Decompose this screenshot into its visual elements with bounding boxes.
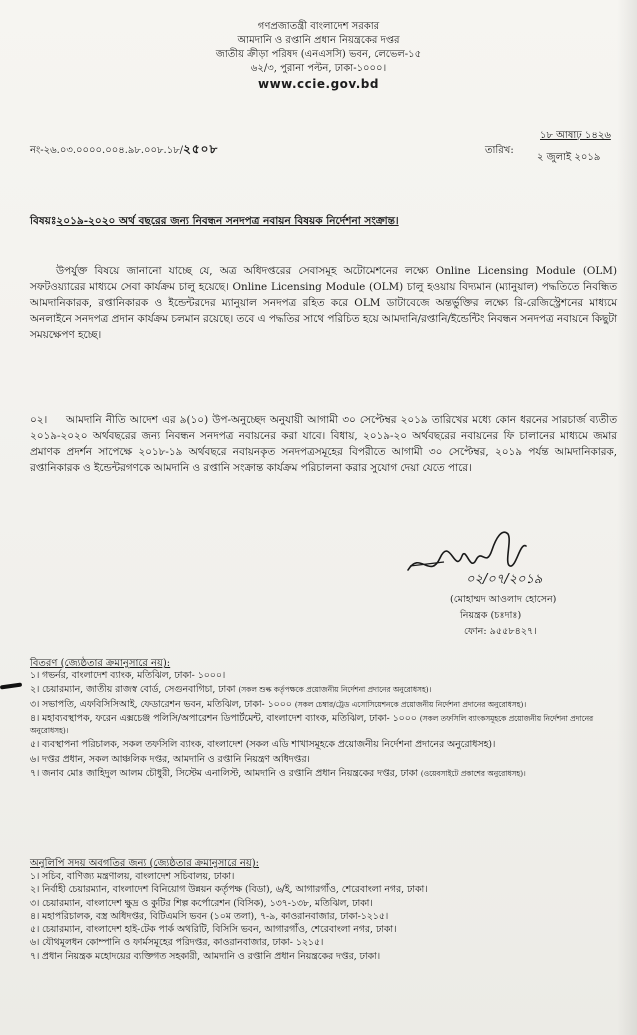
subject-label: বিষয়ঃ xyxy=(30,215,57,227)
subject-text: ২০১৯-২০২০ অর্থ বছরের জন্য নিবন্ধন সনদপত্র নবায়ন বিষয়ক নির্দেশনা সংক্রান্ত। xyxy=(56,215,399,227)
memo-number-handwritten: ২৫০৮ xyxy=(183,142,219,156)
letterhead xyxy=(0,20,637,91)
date-english: ২ জুলাই ২০১৯ xyxy=(537,152,601,163)
page-edge-shadow xyxy=(617,0,637,1035)
copies-list xyxy=(30,870,615,963)
margin-pen-mark xyxy=(0,682,22,689)
distribution-item: ১। গভর্নর, বাংলাদেশ ব্যাংক, মতিঝিল, ঢাকা- ১০০০। xyxy=(30,670,226,681)
date-label: তারিখ: xyxy=(485,145,514,156)
copy-item: ৫। চেয়ারম্যান, বাংলাদেশ হাই-টেক পার্ক অথরিটি, বিসিসি ভবন, আগারগাঁও, শেরেবাংলা নগর, ঢাকা। xyxy=(30,924,397,936)
letterhead-building: জাতীয় ক্রীড়া পরিষদ (এনএসসি) ভবন, লেভেল-১৫ xyxy=(215,49,422,60)
letterhead-government: গণপ্রজাতন্ত্রী বাংলাদেশ সরকার xyxy=(257,21,380,32)
subject-line xyxy=(30,214,620,231)
distribution-item: ৭। জনাব মোঃ জাহিদুল আলম চৌধুরী, সিস্টেম এনালিস্ট, আমদানি ও রপ্তানি প্রধান নিয়ন্ত্রকের দপ্তর, ঢাকা (ওয়েবসাইটে প্রকাশের অনুরোধসহ)। xyxy=(30,768,526,780)
copies-title: অনুলিপি সদয় অবগতির জন্য (জ্যেষ্ঠতার ক্রমানুসারে নয়): xyxy=(30,858,260,869)
signatory-designation: নিয়ন্ত্রক (চঃদাঃ) xyxy=(460,610,522,621)
paragraph-2-number: ০২। xyxy=(30,414,48,426)
distribution-item: ২। চেয়ারম্যান, জাতীয় রাজস্ব বোর্ড, সেগুনবাগিচা, ঢাকা (সকল শুল্ক কর্তৃপক্ষকে প্রয়োজনীয় নির্দেশনা প্রদানের অনুরোধসহ)। xyxy=(30,684,432,696)
distribution-item: ৪। মহাব্যবস্থাপক, ফরেন এক্সচেঞ্জ পলিসি/অপারেশন ডিপার্টমেন্ট, বাংলাদেশ ব্যাংক, মতিঝিল, ঢাকা- ১০০০ (সকল তফসিলি ব্যাংকসমূহকে প্রয়োজনীয় নির্দেশনা প্রদানের অনুরোধসহ)। xyxy=(30,712,594,736)
copy-item: ৬। যৌথমূলধন কোম্পানি ও ফার্মসমূহের পরিদপ্তর, কাওরানবাজার, ঢাকা- ১২১৫। xyxy=(30,937,324,949)
signature-date: ০২/০৭/২০১৯ xyxy=(466,572,543,587)
paragraph-2-text: আমদানি নীতি আদেশ এর ৯(১০) উপ-অনুচ্ছেদ অনুযায়ী আগামী ৩০ সেপ্টেম্বর ২০১৯ তারিখের মধ্যে কোন ধরনের সারচার্জ ব্যতীত ২০১৯-২০২০ অর্থবছরের জন্য নিবন্ধন সনদপত্র নবায়নের করা যাবে। বিধায়, ২০১৯-২০ অর্থবছরের নবায়নের ফি চালানের মাধ্যমে জমার প্রমাণক প্রদর্শন সাপেক্ষে ২০১৮-১৯ অর্থবছরে নবায়নকৃত সনদপত্রসমূহের বিপরীতে আগামী ৩০ সেপ্টেম্বর, ২০১৯ পর্যন্ত আমদানিকারক, রপ্তানিকারক ও ইন্ডেন্টরগণকে আমদানি ও রপ্তানি সংক্রান্ত কার্যক্রম পরিচালনা করার সুযোগ দেয়া যেতে পারে। xyxy=(30,414,617,474)
letterhead-office: আমদানি ও রপ্তানি প্রধান নিয়ন্ত্রকের দপ্তর xyxy=(237,35,400,46)
copy-item: ৪। মহাপরিচালক, বস্ত্র অধিদপ্তর, বিটিএমসি ভবন (১০ম তলা), ৭-৯, কাওরানবাজার, ঢাকা-১২১৫। xyxy=(30,910,389,922)
handwritten-signature xyxy=(400,520,610,592)
distribution-item: ৩। সভাপতি, এফবিসিসিআই, ফেডারেশন ভবন, মতিঝিল, ঢাকা- ১০০০ (সকল চেম্বার/ট্রেড এসোসিয়েশনকে প্রয়োজনীয় নির্দেশনা প্রদানের অনুরোধসহ)। xyxy=(30,698,527,710)
signatory-name: (মোহাম্মদ আওলাদ হোসেন) xyxy=(450,594,557,605)
distribution-title: বিতরণ (জ্যেষ্ঠতার ক্রমানুসারে নয়): xyxy=(30,658,171,669)
distribution-item: ৬। দপ্তর প্রধান, সকল আঞ্চলিক দপ্তর, আমদানি ও রপ্তানি নিয়ন্ত্রণ অধিদপ্তর। xyxy=(30,753,310,765)
signatory-phone: ফোন: ৯৫৫৮৪২৭। xyxy=(464,626,537,637)
copy-item: ৩। চেয়ারম্যান, বাংলাদেশ ক্ষুদ্র ও কুটির শিল্প কর্পোরেশন (বিসিক), ১৩৭-১৩৮, মতিঝিল, ঢাকা। xyxy=(30,897,373,909)
paragraph-1: উপর্যুক্ত বিষয়ে জানানো যাচ্ছে যে, অত্র অধিদপ্তরের সেবাসমূহ অটোমেশনের লক্ষ্যে Online Licensing Module (OLM) সফটওয়্যারের মাধ্যমে সেবা কার্যক্রম চালু হয়েছে। Online Licensing Module (OLM) চালু হওয়ায় বিদ্যমান (ম্যানুয়াল) পদ্ধতিতে নিবন্ধিত আমদানিকারক, রপ্তানিকারক ও ইন্ডেন্টরদের ম্যানুয়াল সনদপত্র রহিত করে OLM ডাটাবেজে অন্তর্ভুক্তির লক্ষ্যে রি-রেজিস্ট্রেশনের মাধ্যমে অনলাইনে সনদপত্র প্রদান কার্যক্রম চলমান রয়েছে। তবে এ পদ্ধতির সাথে পরিচিত হয়ে আমদানি/রপ্তানি/ইন্ডেন্টিং নিবন্ধন সনদপত্র নবায়নে কিছুটা সময়ক্ষেপণ হচ্ছে। xyxy=(30,265,617,341)
letterhead-website: www.ccie.gov.bd xyxy=(257,77,379,91)
memo-number xyxy=(30,141,218,161)
distribution-item: ৫। ব্যবস্থাপনা পরিচালক, সকল তফসিলি ব্যাংক, বাংলাদেশ (সকল এডি শাখাসমূহকে প্রয়োজনীয় নির্দেশনা প্রদানের অনুরোধসহ)। xyxy=(30,739,496,751)
paragraph-2 xyxy=(30,412,617,476)
memo-number-prefix: নং-২৬.০৩.০০০০.০০৪.৯৮.০০৮.১৮/ xyxy=(30,145,184,156)
copy-item: ৭। প্রধান নিয়ন্ত্রক মহোদয়ের ব্যক্তিগত সহকারী, আমদানি ও রপ্তানি প্রধান নিয়ন্ত্রকের দপ্তর, ঢাকা। xyxy=(30,950,381,962)
distribution-list xyxy=(30,670,615,782)
date-bangla: ১৮ আষাঢ় ১৪২৬ xyxy=(540,130,611,141)
letterhead-address: ৬২/৩, পুরানা পল্টন, ঢাকা-১০০০। xyxy=(250,63,387,74)
copy-item: ১। সচিব, বাণিজ্য মন্ত্রণালয়, বাংলাদেশ সচিবালয়, ঢাকা। xyxy=(30,871,235,882)
copy-item: ২। নির্বাহী চেয়ারম্যান, বাংলাদেশ বিনিয়োগ উন্নয়ন কর্তৃপক্ষ (বিডা), ৬/ই, আগারগাঁও, শেরেবাংলা নগর, ঢাকা। xyxy=(30,884,428,896)
signatory-block xyxy=(450,592,556,640)
